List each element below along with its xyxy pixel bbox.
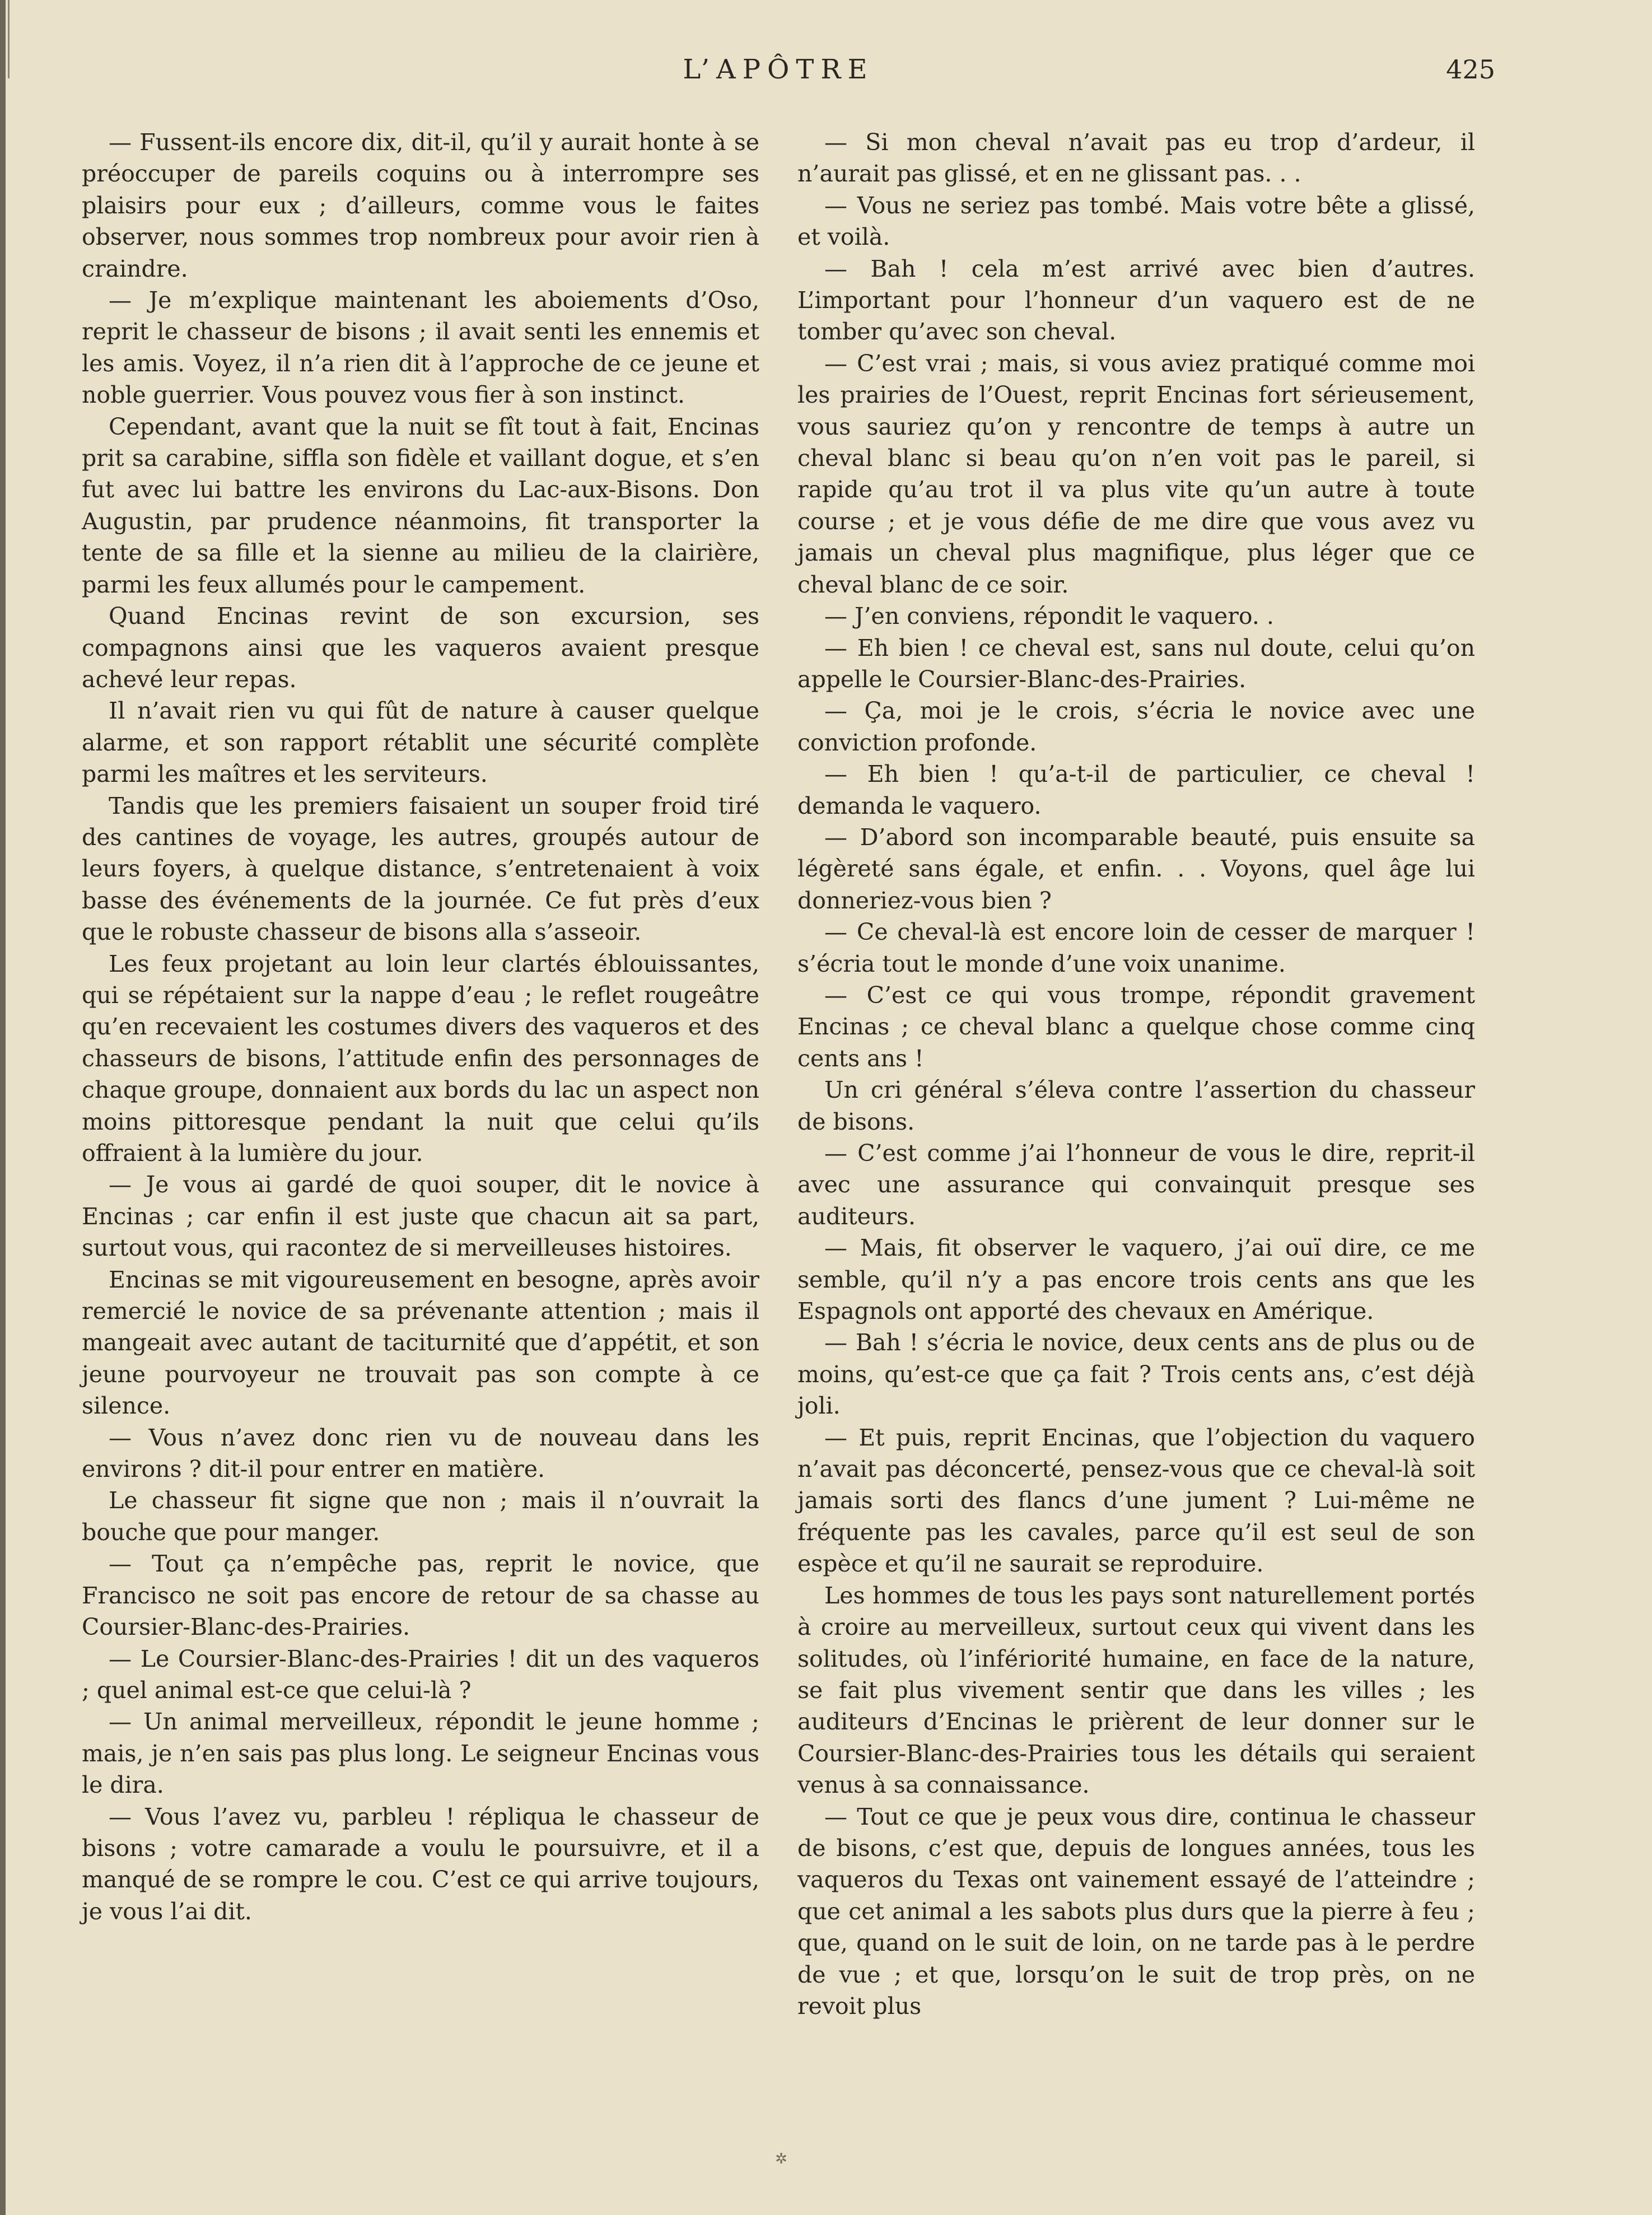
paragraph: — C’est vrai ; mais, si vous aviez pratiqué comme moi les prairies de l’Ouest, reprit Encinas fort sérieusement, vous sauriez qu’on y rencontre de temps à autre un cheval blanc si beau qu’on n’en voit pas le pareil, si rapide qu’au trot il va plus vite qu’un autre à toute course ; et je vous défie de me dire que vous avez vu jamais un cheval plus magnifique, plus léger que ce cheval blanc de ce soir. [797, 349, 1475, 598]
paragraph: — Eh bien ! qu’a-t-il de particulier, ce cheval ! demanda le vaquero. [797, 761, 1475, 819]
paragraph: — Le Coursier-Blanc-des-Prairies ! dit un des vaqueros ; quel animal est-ce que celui-là ? [82, 1645, 759, 1704]
paragraph: — Fussent-ils encore dix, dit-il, qu’il y aurait honte à se préoccuper de pareils coquins ou à interrompre ses plaisirs pour eux ; d’ailleurs, comme vous le faites observer, nous sommes trop nombreux pour avoir rien à craindre. [82, 129, 759, 282]
paragraph: — D’abord son incomparable beauté, puis ensuite sa légèreté sans égale, et enfin. . . Voyons, quel âge lui donneriez-vous bien ? [797, 823, 1475, 914]
paragraph: Il n’avait rien vu qui fût de nature à causer quelque alarme, et son rapport rétablit une sécurité complète parmi les maîtres et les serviteurs. [82, 697, 759, 788]
paragraph: — J’en conviens, répondit le vaquero. . [824, 603, 1274, 630]
paragraph: — Et puis, reprit Encinas, que l’objection du vaquero n’avait pas déconcerté, pensez-vous que ce cheval-là soit jamais sorti des flancs d’une jument ? Lui-même ne fréquente pas les cavales, parce qu’il est seul de son espèce et qu’il ne saurait se reproduire. [797, 1424, 1475, 1578]
right-column [797, 127, 1475, 2022]
page-number: 425 [1446, 54, 1495, 85]
paragraph: — C’est comme j’ai l’honneur de vous le dire, reprit-il avec une assurance qui convainquit presque ses auditeurs. [797, 1140, 1475, 1230]
paragraph: Tandis que les premiers faisaient un souper froid tiré des cantines de voyage, les autres, groupés autour de leurs foyers, à quelque distance, s’entretenaient à voix basse des événements de la journée. Ce fut près d’eux que le robuste chasseur de bisons alla s’asseoir. [82, 792, 759, 946]
paragraph: — Je m’explique maintenant les aboiements d’Oso, reprit le chasseur de bisons ; il avait senti les ennemis et les amis. Voyez, il n’a rien dit à l’approche de ce jeune et noble guerrier. Vous pouvez vous fier à son instinct. [82, 287, 759, 409]
page-binding-edge [0, 0, 6, 2215]
paragraph: — Tout ça n’empêche pas, reprit le novice, que Francisco ne soit pas encore de retour de sa chasse au Coursier-Blanc-des-Prairies. [82, 1550, 759, 1641]
paragraph: — Si mon cheval n’avait pas eu trop d’ardeur, il n’aurait pas glissé, et en ne glissant pas. . . [797, 129, 1475, 188]
paragraph: Encinas se mit vigoureusement en besogne, après avoir remercié le novice de sa prévenante attention ; mais il mangeait avec autant de taciturnité que d’appétit, et son jeune pourvoyeur ne trouvait pas son compte à ce silence. [82, 1266, 759, 1420]
paragraph: — Ça, moi je le crois, s’écria le novice avec une conviction profonde. [797, 697, 1475, 756]
paragraph: Un cri général s’éleva contre l’assertion du chasseur de bisons. [797, 1076, 1475, 1135]
paragraph: Cependant, avant que la nuit se fît tout à fait, Encinas prit sa carabine, siffla son fidèle et vaillant dogue, et s’en fut avec lui battre les environs du Lac-aux-Bisons. Don Augustin, par prudence néanmoins, fit transporter la tente de sa fille et la sienne au milieu de la clairière, parmi les feux allumés pour le campement. [82, 413, 759, 598]
running-title: L’APÔTRE [683, 54, 874, 85]
paragraph: Les hommes de tous les pays sont naturellement portés à croire au merveilleux, surtout ceux qui vivent dans les solitudes, où l’infériorité humaine, en face de la nature, se fait plus vivement sentir que dans les villes ; les auditeurs d’Encinas le prièrent de leur donner sur le Coursier-Blanc-des-Prairies tous les détails qui seraient venus à sa connaissance. [797, 1582, 1475, 1799]
paragraph: — Bah ! s’écria le novice, deux cents ans de plus ou de moins, qu’est-ce que ça fait ? Trois cents ans, c’est déjà joli. [797, 1329, 1475, 1420]
paragraph: Le chasseur fit signe que non ; mais il n’ouvrait la bouche que pour manger. [82, 1487, 759, 1546]
paragraph: — C’est ce qui vous trompe, répondit gravement Encinas ; ce cheval blanc a quelque chose comme cinq cents ans ! [797, 981, 1475, 1072]
page-header [0, 47, 1652, 92]
paragraph: — Je vous ai gardé de quoi souper, dit le novice à Encinas ; car enfin il est juste que chacun ait sa part, surtout vous, qui racontez de si merveilleuses histoires. [82, 1171, 759, 1262]
paragraph: — Vous n’avez donc rien vu de nouveau dans les environs ? dit-il pour entrer en matière. [82, 1424, 759, 1483]
paragraph: — Vous l’avez vu, parbleu ! répliqua le chasseur de bisons ; votre camarade a voulu le poursuivre, et il a manqué de se rompre le cou. C’est ce qui arrive toujours, je vous l’ai dit. [82, 1803, 759, 1925]
paragraph: — Vous ne seriez pas tombé. Mais votre bête a glissé, et voilà. [797, 192, 1475, 251]
footer-ornament-icon: ✲ [775, 2151, 787, 2167]
paragraph: — Tout ce que je peux vous dire, continua le chasseur de bisons, c’est que, depuis de longues années, tous les vaqueros du Texas ont vainement essayé de l’atteindre ; que cet animal a les sabots plus durs que la pierre à feu ; que, quand on le suit de loin, on ne tarde pas à le perdre de vue ; et que, lorsqu’on le suit de trop près, on ne revoit plus [797, 1803, 1475, 2020]
paragraph: — Un animal merveilleux, répondit le jeune homme ; mais, je n’en sais pas plus long. Le seigneur Encinas vous le dira. [82, 1708, 759, 1799]
paragraph: Quand Encinas revint de son excursion, ses compagnons ainsi que les vaqueros avaient presque achevé leur repas. [82, 603, 759, 693]
paragraph: — Mais, fit observer le vaquero, j’ai ouï dire, ce me semble, qu’il n’y a pas encore trois cents ans que les Espagnols ont apporté des chevaux en Amérique. [797, 1234, 1475, 1325]
paragraph: Les feux projetant au loin leur clartés éblouissantes, qui se répétaient sur la nappe d’eau ; le reflet rougeâtre qu’en recevaient les costumes divers des vaqueros et des chasseurs de bisons, l’attitude enfin des personnages de chaque groupe, donnaient aux bords du lac un aspect non moins pittoresque pendant la nuit que celui qu’ils offraient à la lumière du jour. [82, 950, 759, 1167]
paragraph: — Ce cheval-là est encore loin de cesser de marquer ! s’écria tout le monde d’une voix unanime. [797, 918, 1475, 977]
left-column [82, 127, 759, 1927]
paragraph: — Bah ! cela m’est arrivé avec bien d’autres. L’important pour l’honneur d’un vaquero est de ne tomber qu’avec son cheval. [797, 255, 1475, 346]
paragraph: — Eh bien ! ce cheval est, sans nul doute, celui qu’on appelle le Coursier-Blanc-des-Prairies. [797, 634, 1475, 693]
